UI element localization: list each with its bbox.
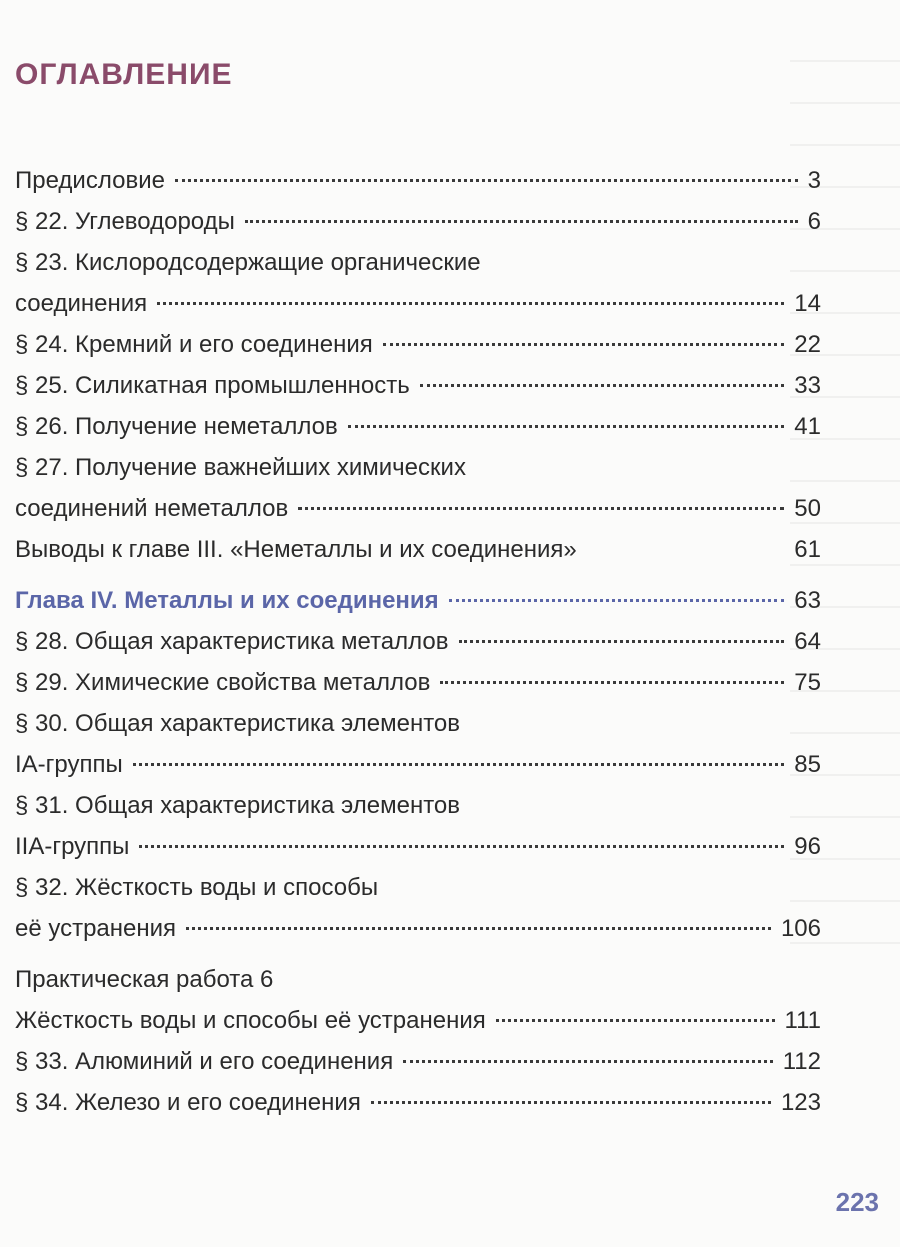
toc-entry-page: 85: [794, 751, 821, 778]
toc-entry: [15, 406, 821, 447]
toc-entry-page: 96: [794, 833, 821, 860]
toc-entry-text: Жёсткость воды и способы её устранения: [15, 1007, 486, 1034]
toc-entry: [15, 160, 821, 201]
toc-entry-text: IIA-группы: [15, 833, 130, 860]
toc-entry-text: § 31. Общая характеристика элементов: [15, 792, 461, 819]
toc-entry-page: 123: [780, 1089, 821, 1116]
toc-entry: [15, 324, 821, 365]
toc-entry-line: [15, 959, 821, 1000]
spacer: [15, 949, 821, 959]
toc-entry-line: [15, 785, 821, 826]
toc-entry-text: Предисловие: [15, 167, 165, 194]
toc-leader-dots: [420, 384, 785, 387]
toc-leader-dots: [371, 1101, 771, 1104]
toc-entry-text: § 29. Химические свойства металлов: [15, 669, 431, 696]
toc-entry: [15, 744, 821, 785]
toc-entry: [15, 1041, 821, 1082]
toc-entry-line: [15, 242, 821, 283]
toc-entry-text: § 32. Жёсткость воды и способы: [15, 874, 379, 901]
toc-entry-page: 106: [780, 915, 821, 942]
toc-entry-page: 111: [784, 1007, 821, 1034]
toc-entry-text: её устранения: [15, 915, 177, 942]
toc-leader-dots: [139, 845, 784, 848]
toc-entry-text: § 30. Общая характеристика элементов: [15, 710, 461, 737]
toc-chapter-text: Глава IV. Металлы и их соединения: [15, 587, 439, 614]
toc-entry-text: Практическая работа 6: [15, 966, 274, 993]
toc-entry-text: § 27. Получение важнейших химических: [15, 454, 466, 481]
toc-leader-dots: [298, 507, 784, 510]
toc-entry-page: 3: [807, 167, 821, 194]
toc-entry-page: 33: [794, 372, 821, 399]
toc-entry-page: 6: [807, 208, 821, 235]
toc-leader-dots: [186, 927, 771, 930]
toc-leader-dots: [449, 599, 785, 602]
toc-entry: [15, 201, 821, 242]
page-number: 223: [835, 1187, 879, 1217]
toc-leader-dots: [440, 681, 784, 684]
toc-entry-text: IA-группы: [15, 751, 123, 778]
toc-leader-dots: [157, 302, 784, 305]
toc-entry: [15, 662, 821, 703]
toc-leader-dots: [383, 343, 785, 346]
toc-leader-dots: [348, 425, 785, 428]
toc-leader-dots: [496, 1019, 775, 1022]
toc-entry-page: 22: [794, 331, 821, 358]
toc-entry-text: соединения: [15, 290, 148, 317]
toc-entry-page: 61: [794, 536, 821, 563]
toc-entry-line: [15, 447, 821, 488]
toc-leader-dots: [175, 179, 798, 182]
toc-entry: [15, 283, 821, 324]
toc-entry-page: 64: [794, 628, 821, 655]
toc-entry: [15, 488, 821, 529]
toc-entry: [15, 529, 821, 570]
toc-entry-text: § 34. Железо и его соединения: [15, 1089, 361, 1116]
toc-entry: [15, 908, 821, 949]
toc-entry-text: § 23. Кислородсодержащие органические: [15, 249, 481, 276]
toc-entry-line: [15, 867, 821, 908]
toc-chapter-heading: [15, 580, 821, 621]
toc-entry-page: 112: [782, 1048, 821, 1075]
toc-entry-page: 14: [794, 290, 821, 317]
toc-leader-dots: [133, 763, 785, 766]
toc-entry-page: 63: [794, 587, 821, 614]
toc-entry-text: § 22. Углеводороды: [15, 208, 235, 235]
table-of-contents: [15, 160, 821, 1123]
toc-leader-dots: [245, 220, 798, 223]
toc-entry-line: [15, 703, 821, 744]
toc-entry-text: § 25. Силикатная промышленность: [15, 372, 410, 399]
toc-entry-page: 41: [794, 413, 821, 440]
toc-entry: [15, 621, 821, 662]
toc-entry-page: 50: [794, 495, 821, 522]
toc-leader-dots: [403, 1060, 773, 1063]
toc-entry-text: § 28. Общая характеристика металлов: [15, 628, 449, 655]
toc-entry-text: § 26. Получение неметаллов: [15, 413, 338, 440]
toc-entry-text: § 33. Алюминий и его соединения: [15, 1048, 394, 1075]
toc-entry: [15, 826, 821, 867]
toc-entry: [15, 1082, 821, 1123]
toc-leader-dots: [459, 640, 785, 643]
page-title: ОГЛАВЛЕНИЕ: [15, 58, 233, 91]
toc-entry: [15, 1000, 821, 1041]
toc-entry-text: Выводы к главе III. «Неметаллы и их соединения»: [15, 536, 577, 563]
toc-entry-text: § 24. Кремний и его соединения: [15, 331, 373, 358]
toc-entry: [15, 365, 821, 406]
toc-entry-text: соединений неметаллов: [15, 495, 289, 522]
toc-entry-page: 75: [794, 669, 821, 696]
